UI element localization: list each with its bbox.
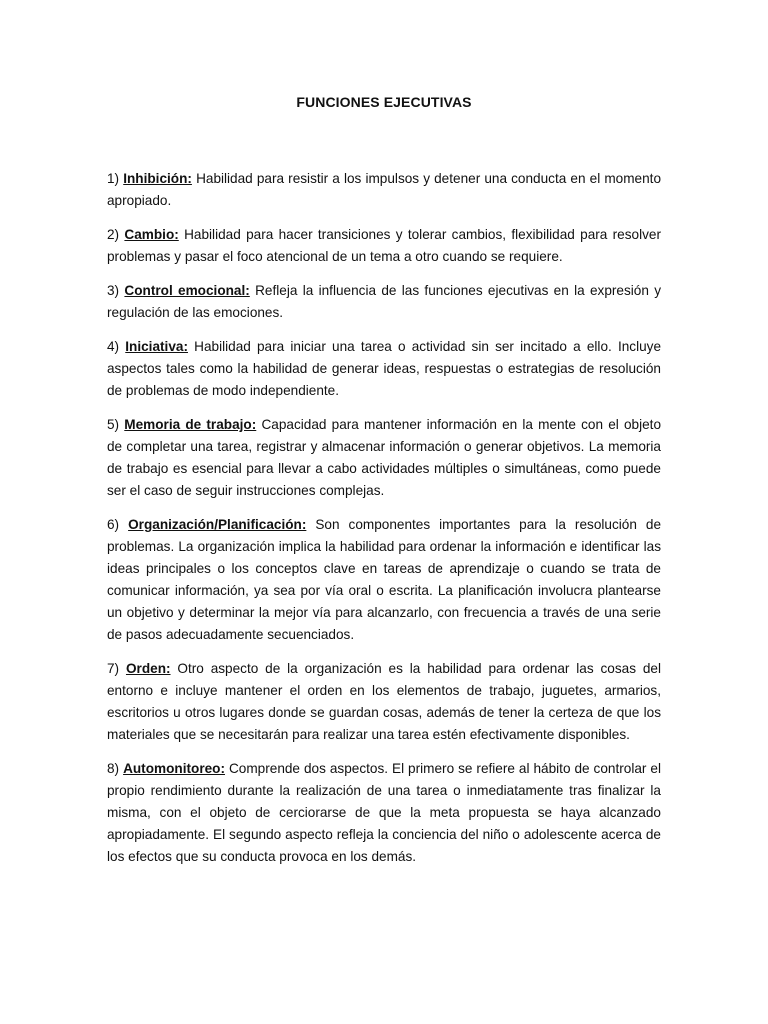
item-text: Comprende dos aspectos. El primero se refiere al hábito de controlar el propio rendimiento durante la realización de una tarea o inmediatamente tras finalizar la misma, con el objeto de cerciorarse de que la meta propuesta se haya alcanzado apropiadamente. El segundo aspecto refleja la conciencia del niño o adolescente acerca de los efectos que su conducta provoca en los demás.	[107, 761, 661, 864]
definition-item-control-emocional	[107, 280, 661, 324]
item-term: Control emocional:	[124, 283, 250, 298]
item-text: Habilidad para hacer transiciones y tolerar cambios, flexibilidad para resolver problemas y pasar el foco atencional de un tema a otro cuando se requiere.	[107, 227, 662, 264]
definition-item-cambio	[107, 224, 661, 268]
item-text: Habilidad para resistir a los impulsos y detener una conducta en el momento apropiado.	[107, 171, 662, 208]
item-text: Habilidad para iniciar una tarea o actividad sin ser incitado a ello. Incluye aspectos tales como la habilidad de generar ideas, respuestas o estrategias de resolución de problemas de modo independiente.	[107, 339, 662, 398]
item-number: 4)	[107, 339, 120, 354]
item-number: 3)	[107, 283, 120, 298]
item-text: Otro aspecto de la organización es la habilidad para ordenar las cosas del entorno e incluye mantener el orden en los elementos de trabajo, juguetes, armarios, escritorios u otros lugares donde se guardan cosas, además de tener la certeza de que los materiales que se necesitarán para realizar una tarea estén efectivamente disponibles.	[107, 661, 662, 742]
item-number: 5)	[107, 417, 120, 432]
item-text: Capacidad para mantener información en la mente con el objeto de completar una tarea, registrar y almacenar información o generar objetivos. La memoria de trabajo es esencial para llevar a cabo actividades múltiples o simultáneas, como puede ser el caso de seguir instrucciones complejas.	[107, 417, 662, 498]
definition-item-orden	[107, 658, 661, 746]
definition-item-inhibicion	[107, 168, 661, 212]
definition-item-automonitoreo	[107, 758, 661, 868]
item-term: Memoria de trabajo:	[124, 417, 257, 432]
item-term: Iniciativa:	[125, 339, 188, 354]
item-term: Automonitoreo:	[123, 761, 225, 776]
item-text: Refleja la influencia de las funciones ejecutivas en la expresión y regulación de las emociones.	[107, 283, 662, 320]
item-term: Inhibición:	[123, 171, 192, 186]
item-term: Organización/Planificación:	[128, 517, 307, 532]
document-title: FUNCIONES EJECUTIVAS	[296, 94, 472, 110]
item-term: Cambio:	[124, 227, 179, 242]
item-number: 8)	[107, 761, 120, 776]
item-text: Son componentes importantes para la resolución de problemas. La organización implica la habilidad para ordenar la información e identificar las ideas principales o los conceptos clave en tareas de aprendizaje o cuando se trata de comunicar información, ya sea por vía oral o escrita. La planificación involucra plantearse un objetivo y determinar la mejor vía para alcanzarlo, con frecuencia a través de una serie de pasos adecuadamente secuenciados.	[107, 517, 662, 642]
item-number: 7)	[107, 661, 120, 676]
item-number: 1)	[107, 171, 120, 186]
item-term: Orden:	[125, 661, 171, 676]
item-number: 6)	[107, 517, 120, 532]
item-number: 2)	[107, 227, 120, 242]
definition-item-memoria-de-trabajo	[107, 414, 661, 502]
definitions-list	[107, 168, 661, 880]
definition-item-organizacion-planificacion	[107, 514, 661, 646]
definition-item-iniciativa	[107, 336, 661, 402]
